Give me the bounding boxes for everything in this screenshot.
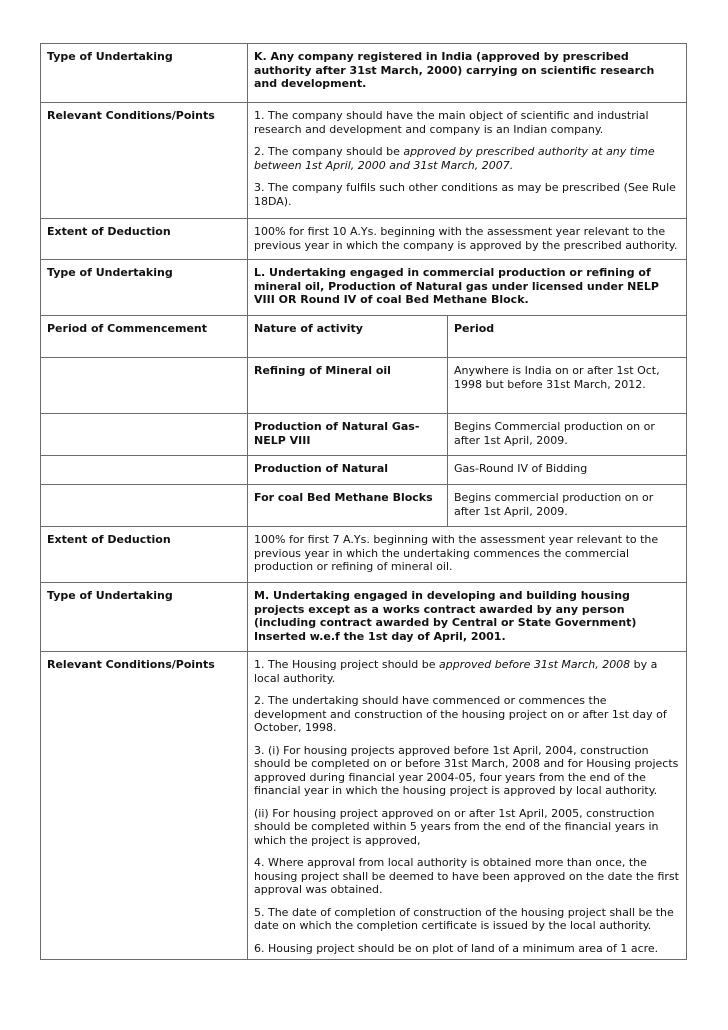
row-label: Period of Commencement: [41, 316, 248, 358]
row-label: Extent of Deduction: [41, 527, 248, 583]
condition-item: 3. (i) For housing projects approved before 1st April, 2004, construction should be completed on or before 31st March, 2008 and for Housing projects approved during financial year 2004-05, four years from the end of the financial year in which the housing project is approved by local authority.: [254, 743, 679, 797]
undertaking-type-k: K. Any company registered in India (approved by prescribed authority after 31st March, 2000) carrying on scientific research and development.: [248, 44, 687, 103]
condition-item: 1. The company should have the main object of scientific and industrial research and development and company is an Indian company.: [254, 109, 649, 136]
row-label: Extent of Deduction: [41, 219, 248, 260]
row-label: Type of Undertaking: [41, 583, 248, 652]
table-row: [41, 219, 687, 260]
column-header-nature: Nature of activity: [248, 316, 448, 358]
activity-cell: Production of Natural: [248, 456, 448, 485]
table-row: [41, 44, 687, 103]
deduction-table-page: [40, 43, 686, 960]
conditions-m: [248, 652, 687, 960]
extent-l: 100% for first 7 A.Ys. beginning with the assessment year relevant to the previous year in which the undertaking commences the commercial production or refining of mineral oil.: [248, 527, 687, 583]
row-label: Type of Undertaking: [41, 44, 248, 103]
deduction-table: [40, 43, 687, 960]
condition-item: (ii) For housing project approved on or after 1st April, 2005, construction should be completed within 5 years from the end of the financial years in which the project is approved,: [254, 806, 659, 847]
table-row: [41, 103, 687, 219]
conditions-k: [248, 103, 687, 219]
table-row: [41, 652, 687, 960]
empty-cell: [41, 456, 248, 485]
period-cell: Anywhere is India on or after 1st Oct, 1998 but before 31st March, 2012.: [448, 358, 687, 414]
empty-cell: [41, 414, 248, 456]
condition-item: 3. The company fulfils such other conditions as may be prescribed (See Rule 18DA).: [254, 181, 676, 208]
column-header-period: Period: [448, 316, 687, 358]
table-row: [41, 485, 687, 527]
condition-item: 2. The company should be approved by prescribed authority at any time between 1st April, 2000 and 31st March, 2007.: [254, 145, 655, 172]
condition-item: 5. The date of completion of construction of the housing project shall be the date on which the completion certificate is issued by the local authority.: [254, 905, 674, 932]
activity-cell: Refining of Mineral oil: [248, 358, 448, 414]
activity-cell: For coal Bed Methane Blocks: [248, 485, 448, 527]
condition-item: 1. The Housing project should be approved before 31st March, 2008 by a local authority.: [254, 658, 658, 685]
condition-item: 4. Where approval from local authority is obtained more than once, the housing project shall be deemed to have been approved on the date the first approval was obtained.: [254, 856, 679, 896]
table-row: [41, 414, 687, 456]
condition-item: 2. The undertaking should have commenced or commences the development and construction of the housing project on or after 1st day of October, 1998.: [254, 694, 667, 734]
activity-cell: Production of Natural Gas-NELP VIII: [248, 414, 448, 456]
undertaking-type-l: L. Undertaking engaged in commercial production or refining of mineral oil, Production of Natural gas under licensed under NELP VIII OR Round IV of coal Bed Methane Block.: [248, 260, 687, 316]
empty-cell: [41, 358, 248, 414]
table-row: [41, 358, 687, 414]
row-label: Relevant Conditions/Points: [41, 103, 248, 219]
table-row: [41, 527, 687, 583]
row-label: Relevant Conditions/Points: [41, 652, 248, 960]
empty-cell: [41, 485, 248, 527]
period-cell: Begins Commercial production on or after 1st April, 2009.: [448, 414, 687, 456]
period-cell: Begins commercial production on or after 1st April, 2009.: [448, 485, 687, 527]
extent-k: 100% for first 10 A.Ys. beginning with the assessment year relevant to the previous year in which the company is approved by the prescribed authority.: [248, 219, 687, 260]
table-row: [41, 583, 687, 652]
table-row: [41, 260, 687, 316]
table-row: [41, 316, 687, 358]
row-label: Type of Undertaking: [41, 260, 248, 316]
undertaking-type-m: M. Undertaking engaged in developing and building housing projects except as a works contract awarded by any person (including contract awarded by Central or State Government) Inserted w.e.f the 1st day of April, 2001.: [248, 583, 687, 652]
condition-item: 6. Housing project should be on plot of land of a minimum area of 1 acre.: [254, 941, 659, 955]
table-row: [41, 456, 687, 485]
period-cell: Gas-Round IV of Bidding: [448, 456, 687, 485]
